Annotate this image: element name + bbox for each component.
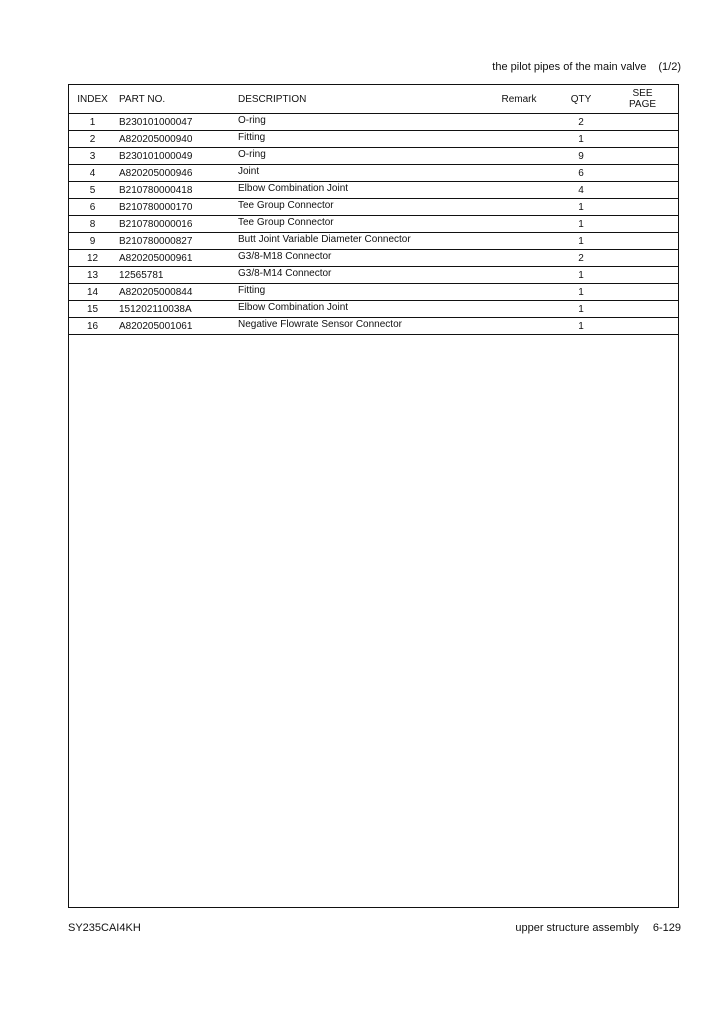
cell-qty: 1 (555, 318, 607, 335)
column-header-part-no: PART NO. (116, 85, 238, 114)
footer-section: upper structure assembly (515, 922, 639, 934)
column-header-index: INDEX (69, 85, 116, 114)
column-header-remark: Remark (483, 85, 555, 114)
cell-see-page (607, 148, 678, 165)
cell-qty: 6 (555, 165, 607, 182)
cell-remark (483, 301, 555, 318)
cell-index: 13 (69, 267, 116, 284)
cell-index: 5 (69, 182, 116, 199)
cell-index: 1 (69, 114, 116, 131)
cell-index: 6 (69, 199, 116, 216)
see-page-line2: PAGE (628, 99, 657, 110)
cell-description: Fitting (238, 282, 483, 299)
cell-index: 16 (69, 318, 116, 335)
page-header (492, 61, 681, 73)
cell-description: Joint (238, 163, 483, 180)
cell-see-page (607, 301, 678, 318)
section-title: the pilot pipes of the main valve (492, 61, 647, 73)
see-page-line1: SEE (632, 88, 653, 99)
cell-qty: 1 (555, 216, 607, 233)
cell-qty: 1 (555, 131, 607, 148)
cell-part-no: 12565781 (116, 267, 238, 284)
cell-see-page (607, 267, 678, 284)
cell-see-page (607, 250, 678, 267)
cell-remark (483, 114, 555, 131)
cell-remark (483, 182, 555, 199)
cell-index: 2 (69, 131, 116, 148)
cell-description: Butt Joint Variable Diameter Connector (238, 231, 483, 248)
cell-qty: 1 (555, 284, 607, 301)
cell-qty: 1 (555, 199, 607, 216)
cell-index: 12 (69, 250, 116, 267)
parts-table (69, 85, 678, 335)
cell-remark (483, 165, 555, 182)
cell-part-no: B210780000016 (116, 216, 238, 233)
column-header-see-page (607, 85, 678, 114)
table-row (69, 318, 678, 335)
cell-description: Tee Group Connector (238, 197, 483, 214)
cell-part-no: B230101000047 (116, 114, 238, 131)
footer-page-number: 6-129 (652, 922, 681, 934)
cell-part-no: A820205000844 (116, 284, 238, 301)
cell-index: 4 (69, 165, 116, 182)
cell-description: Fitting (238, 129, 483, 146)
cell-description: G3/8-M14 Connector (238, 265, 483, 282)
cell-qty: 1 (555, 233, 607, 250)
cell-index: 15 (69, 301, 116, 318)
cell-part-no: A820205000940 (116, 131, 238, 148)
column-header-description: DESCRIPTION (238, 85, 483, 114)
cell-description: Elbow Combination Joint (238, 299, 483, 316)
cell-part-no: B210780000418 (116, 182, 238, 199)
cell-remark (483, 148, 555, 165)
cell-remark (483, 318, 555, 335)
column-header-qty: QTY (555, 85, 607, 114)
cell-qty: 4 (555, 182, 607, 199)
cell-see-page (607, 165, 678, 182)
cell-description: Tee Group Connector (238, 214, 483, 231)
cell-description: G3/8-M18 Connector (238, 248, 483, 265)
cell-index: 9 (69, 233, 116, 250)
cell-see-page (607, 131, 678, 148)
cell-remark (483, 199, 555, 216)
cell-part-no: A820205000946 (116, 165, 238, 182)
cell-description: Negative Flowrate Sensor Connector (238, 316, 483, 333)
cell-part-no: 151202110038A (116, 301, 238, 318)
cell-qty: 1 (555, 267, 607, 284)
cell-see-page (607, 233, 678, 250)
cell-qty: 2 (555, 250, 607, 267)
cell-remark (483, 250, 555, 267)
cell-index: 8 (69, 216, 116, 233)
cell-index: 3 (69, 148, 116, 165)
footer-model: SY235CAI4KH (68, 922, 141, 934)
cell-description: Elbow Combination Joint (238, 180, 483, 197)
cell-see-page (607, 182, 678, 199)
cell-see-page (607, 318, 678, 335)
cell-qty: 1 (555, 301, 607, 318)
page-footer (515, 922, 681, 934)
cell-part-no: A820205001061 (116, 318, 238, 335)
cell-see-page (607, 114, 678, 131)
cell-remark (483, 131, 555, 148)
cell-see-page (607, 199, 678, 216)
cell-see-page (607, 284, 678, 301)
cell-qty: 2 (555, 114, 607, 131)
cell-qty: 9 (555, 148, 607, 165)
cell-see-page (607, 216, 678, 233)
cell-remark (483, 267, 555, 284)
cell-remark (483, 284, 555, 301)
cell-part-no: B230101000049 (116, 148, 238, 165)
cell-description: O-ring (238, 146, 483, 163)
parts-list-frame (68, 84, 679, 908)
cell-remark (483, 233, 555, 250)
cell-remark (483, 216, 555, 233)
cell-part-no: A820205000961 (116, 250, 238, 267)
table-header-row (69, 85, 678, 114)
page-part-indicator: (1/2) (658, 61, 681, 73)
parts-table-body (69, 114, 678, 335)
cell-index: 14 (69, 284, 116, 301)
cell-part-no: B210780000827 (116, 233, 238, 250)
cell-description: O-ring (238, 112, 483, 129)
cell-part-no: B210780000170 (116, 199, 238, 216)
